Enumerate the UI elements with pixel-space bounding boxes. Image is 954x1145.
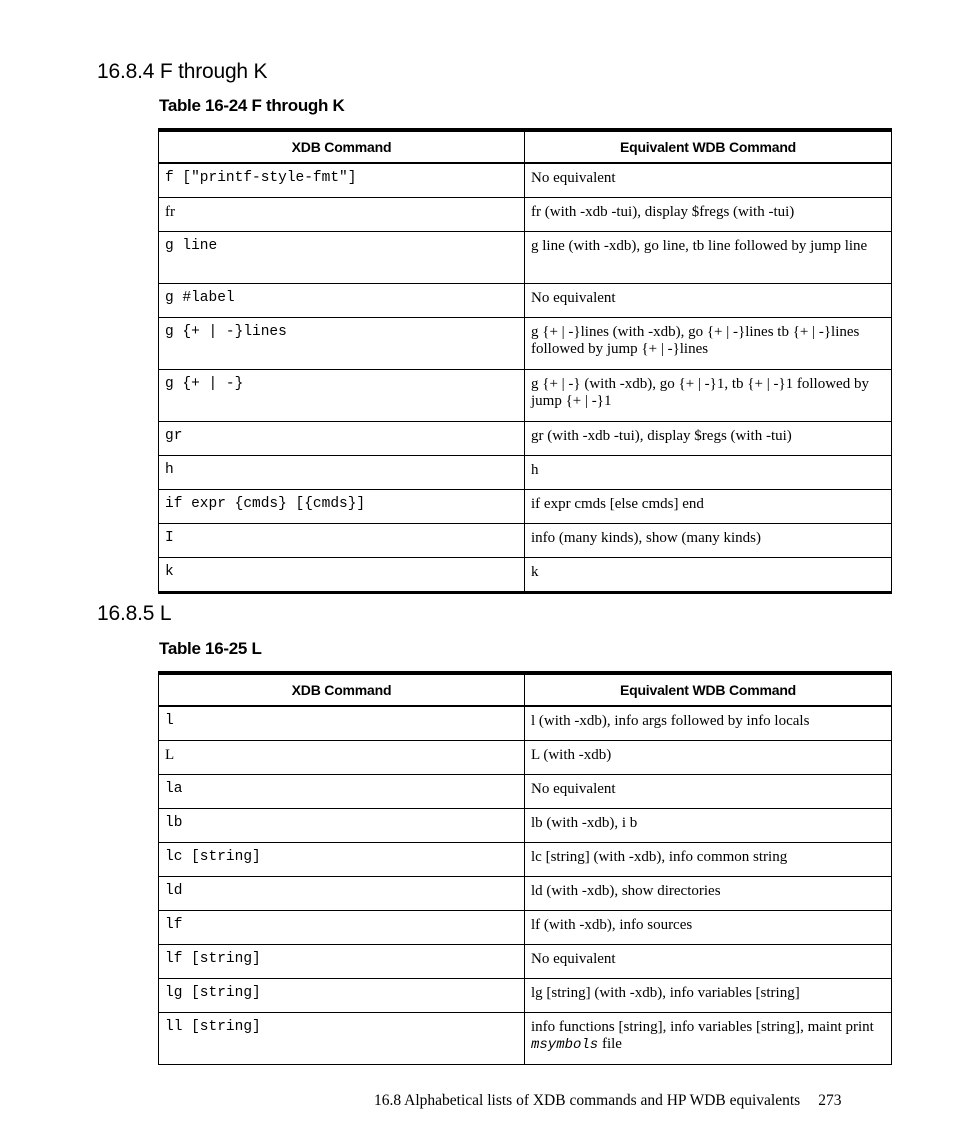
table-row <box>159 232 892 284</box>
column-header-xdb: XDB Command <box>159 130 525 163</box>
wdb-command-cell: h <box>525 456 892 490</box>
table-row <box>159 741 892 775</box>
xdb-command-cell: k <box>159 558 525 593</box>
table-row <box>159 198 892 232</box>
wdb-command-cell: lc [string] (with -xdb), info common string <box>525 843 892 877</box>
table-row <box>159 706 892 741</box>
xdb-command-cell: I <box>159 524 525 558</box>
column-header-wdb: Equivalent WDB Command <box>525 130 892 163</box>
table-row <box>159 370 892 422</box>
xdb-command-cell: if expr {cmds} [{cmds}] <box>159 490 525 524</box>
table-row <box>159 945 892 979</box>
xdb-command-cell: lb <box>159 809 525 843</box>
wdb-command-cell: L (with -xdb) <box>525 741 892 775</box>
wdb-command-cell: info (many kinds), show (many kinds) <box>525 524 892 558</box>
table-header-row <box>159 673 892 706</box>
table-row <box>159 284 892 318</box>
xdb-command-cell: ld <box>159 877 525 911</box>
table-row <box>159 163 892 198</box>
wdb-command-cell: l (with -xdb), info args followed by info locals <box>525 706 892 741</box>
xdb-command-cell: fr <box>159 198 525 232</box>
table-row <box>159 877 892 911</box>
wdb-command-cell: if expr cmds [else cmds] end <box>525 490 892 524</box>
table-caption-16-25: Table 16-25 L <box>159 639 262 658</box>
column-header-xdb: XDB Command <box>159 673 525 706</box>
wdb-command-cell: k <box>525 558 892 593</box>
xdb-command-cell: L <box>159 741 525 775</box>
wdb-command-cell: g line (with -xdb), go line, tb line followed by jump line <box>525 232 892 284</box>
page-number: 273 <box>818 1092 842 1109</box>
table-row <box>159 1013 892 1065</box>
table-row <box>159 318 892 370</box>
wdb-command-cell: No equivalent <box>525 163 892 198</box>
wdb-command-cell: No equivalent <box>525 284 892 318</box>
table-row <box>159 843 892 877</box>
wdb-command-tail: file <box>598 1036 622 1052</box>
table-row <box>159 775 892 809</box>
table-row <box>159 524 892 558</box>
xdb-command-cell: lc [string] <box>159 843 525 877</box>
xdb-command-cell: l <box>159 706 525 741</box>
table-row <box>159 911 892 945</box>
wdb-command-cell: ld (with -xdb), show directories <box>525 877 892 911</box>
wdb-command-cell: fr (with -xdb -tui), display $fregs (with -tui) <box>525 198 892 232</box>
xdb-command-cell: lf [string] <box>159 945 525 979</box>
wdb-command-cell: gr (with -xdb -tui), display $regs (with -tui) <box>525 422 892 456</box>
wdb-command-cell: lg [string] (with -xdb), info variables [string] <box>525 979 892 1013</box>
wdb-command-text: info functions [string], info variables [string], maint print <box>531 1019 874 1035</box>
section-title-l: 16.8.5 L <box>97 602 172 625</box>
wdb-command-cell <box>525 1013 892 1065</box>
wdb-command-mono: msymbols <box>531 1037 599 1053</box>
table-row <box>159 456 892 490</box>
column-header-wdb: Equivalent WDB Command <box>525 673 892 706</box>
wdb-command-cell: lf (with -xdb), info sources <box>525 911 892 945</box>
xdb-command-cell: f ["printf-style-fmt"] <box>159 163 525 198</box>
table-caption-16-24: Table 16-24 F through K <box>159 96 345 115</box>
table-row <box>159 979 892 1013</box>
wdb-command-cell: g {+ | -}lines (with -xdb), go {+ | -}lines tb {+ | -}lines followed by jump {+ | -}lines <box>525 318 892 370</box>
xdb-command-cell: g line <box>159 232 525 284</box>
table-row <box>159 809 892 843</box>
xdb-command-cell: g {+ | -} <box>159 370 525 422</box>
wdb-command-cell: lb (with -xdb), i b <box>525 809 892 843</box>
page-footer <box>374 1092 841 1110</box>
xdb-command-cell: lf <box>159 911 525 945</box>
table-row <box>159 558 892 593</box>
xdb-command-cell: la <box>159 775 525 809</box>
table-row <box>159 490 892 524</box>
wdb-command-cell: No equivalent <box>525 945 892 979</box>
table-row <box>159 422 892 456</box>
xdb-command-cell: ll [string] <box>159 1013 525 1065</box>
xdb-command-cell: lg [string] <box>159 979 525 1013</box>
xdb-command-cell: g {+ | -}lines <box>159 318 525 370</box>
xdb-command-cell: g #label <box>159 284 525 318</box>
table-l <box>158 671 892 1065</box>
xdb-command-cell: gr <box>159 422 525 456</box>
table-header-row <box>159 130 892 163</box>
table-f-through-k <box>158 128 892 594</box>
xdb-command-cell: h <box>159 456 525 490</box>
wdb-command-cell: g {+ | -} (with -xdb), go {+ | -}1, tb {+ | -}1 followed by jump {+ | -}1 <box>525 370 892 422</box>
wdb-command-cell: No equivalent <box>525 775 892 809</box>
footer-section-text: 16.8 Alphabetical lists of XDB commands and HP WDB equivalents <box>374 1092 801 1109</box>
section-title-f-through-k: 16.8.4 F through K <box>97 60 268 83</box>
